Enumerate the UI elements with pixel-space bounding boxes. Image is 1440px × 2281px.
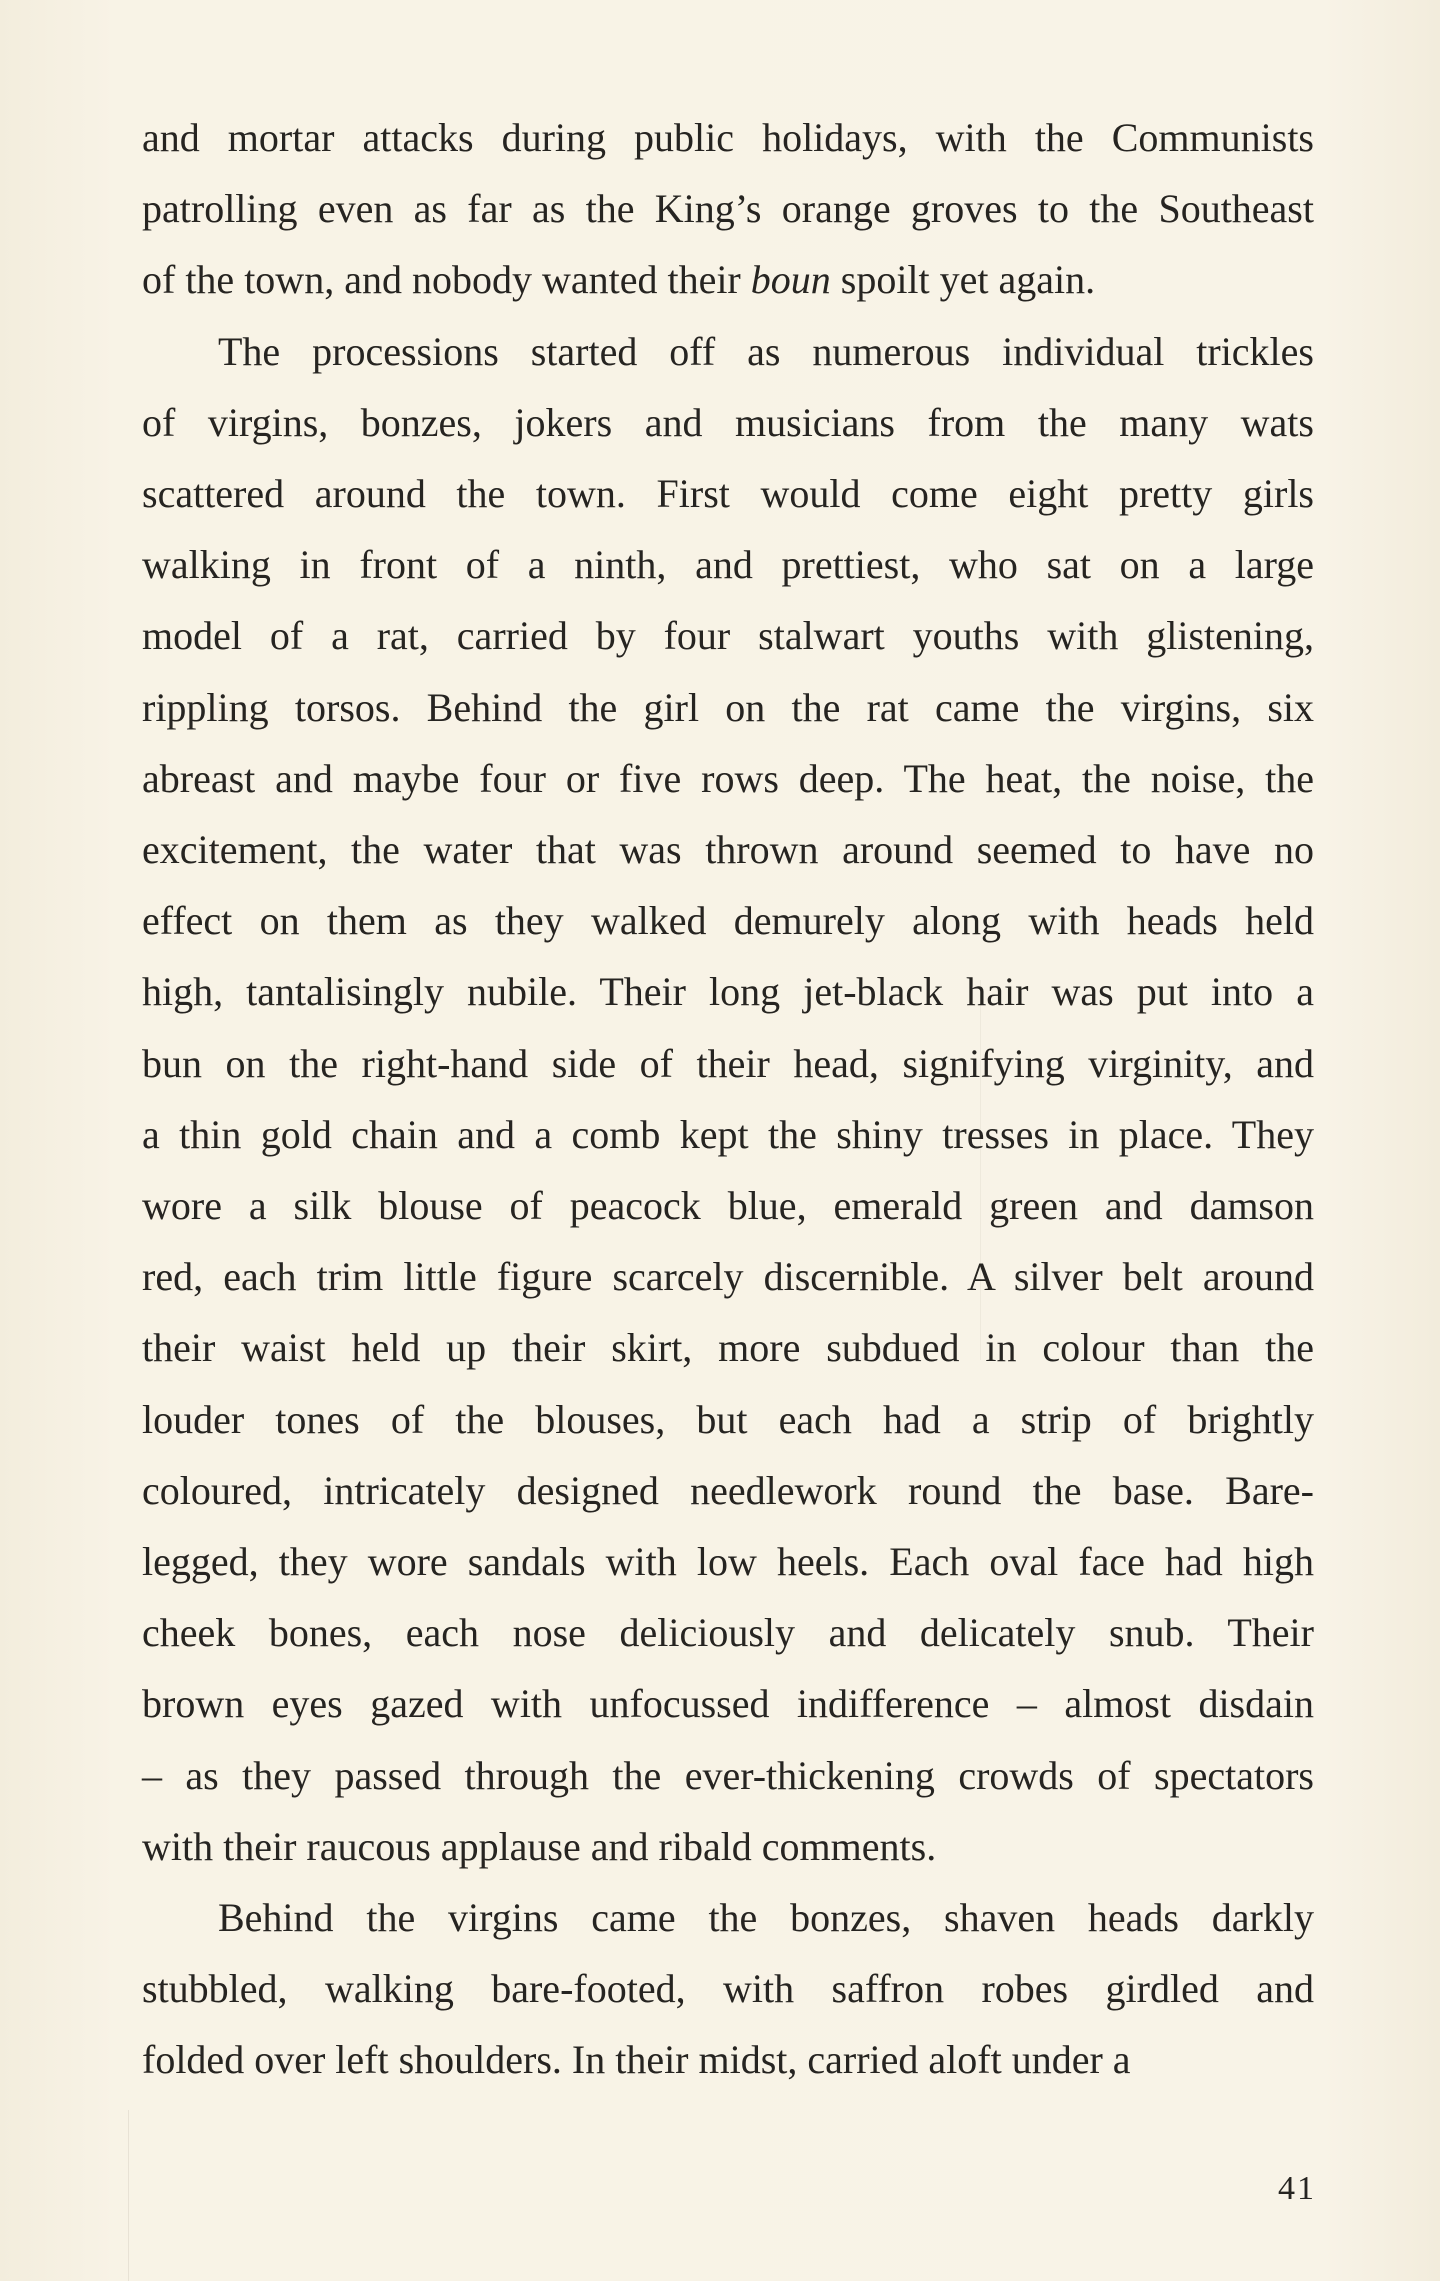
text-line: a thin gold chain and a comb kept the shiny tresses in place. They bbox=[142, 1111, 1314, 1157]
text-line: model of a rat, carried by four stalwart youths with glistening, bbox=[142, 613, 1314, 659]
text-line: cheek bones, each nose deliciously and delicately snub. Their bbox=[142, 1610, 1314, 1656]
text-line: high, tantalisingly nubile. Their long jet-black hair was put into a bbox=[142, 969, 1314, 1015]
italic-word: boun bbox=[750, 257, 831, 303]
paragraph bbox=[142, 102, 1314, 316]
text-line: Behind the virgins came the bonzes, shaven heads darkly bbox=[218, 1895, 1314, 1941]
paragraph bbox=[142, 316, 1314, 1882]
text-line: wore a silk blouse of peacock blue, emerald green and damson bbox=[142, 1183, 1314, 1229]
text-line: stubbled, walking bare-footed, with saffron robes girdled and bbox=[142, 1966, 1314, 2012]
text-line: The processions started off as numerous individual trickles bbox=[218, 328, 1314, 374]
text-line: patrolling even as far as the King’s orange groves to the Southeast bbox=[142, 186, 1314, 232]
paragraph bbox=[142, 1882, 1314, 2096]
text-line: with their raucous applause and ribald comments. bbox=[142, 1823, 937, 1869]
text-line: excitement, the water that was thrown around seemed to have no bbox=[142, 827, 1314, 873]
text-line: walking in front of a ninth, and prettiest, who sat on a large bbox=[142, 542, 1314, 588]
text-line: effect on them as they walked demurely along with heads held bbox=[142, 898, 1314, 944]
text-line: brown eyes gazed with unfocussed indifference – almost disdain bbox=[142, 1681, 1314, 1727]
text-line: – as they passed through the ever-thickening crowds of spectators bbox=[142, 1752, 1314, 1798]
text-line: abreast and maybe four or five rows deep. The heat, the noise, the bbox=[142, 755, 1314, 801]
page-crease bbox=[128, 2110, 129, 2281]
text-line: their waist held up their skirt, more subdued in colour than the bbox=[142, 1325, 1314, 1371]
text-line: bun on the right-hand side of their head, signifying virginity, and bbox=[142, 1040, 1314, 1086]
text-line: rippling torsos. Behind the girl on the rat came the virgins, six bbox=[142, 684, 1314, 730]
text-line: of virgins, bonzes, jokers and musicians from the many wats bbox=[142, 399, 1314, 445]
text-line: scattered around the town. First would come eight pretty girls bbox=[142, 471, 1314, 517]
text-line: legged, they wore sandals with low heels. Each oval face had high bbox=[142, 1539, 1314, 1585]
text-line: folded over left shoulders. In their midst, carried aloft under a bbox=[142, 2037, 1131, 2083]
text-line: coloured, intricately designed needlework round the base. Bare- bbox=[142, 1467, 1314, 1513]
text-line: louder tones of the blouses, but each had a strip of brightly bbox=[142, 1396, 1314, 1442]
text-line: and mortar attacks during public holidays, with the Communists bbox=[142, 115, 1314, 160]
page-number: 41 bbox=[1278, 2170, 1316, 2207]
text-line: of the town, and nobody wanted their boun spoilt yet again. bbox=[142, 257, 1096, 303]
body-text bbox=[142, 102, 1314, 2096]
text-line: red, each trim little figure scarcely discernible. A silver belt around bbox=[142, 1254, 1314, 1300]
